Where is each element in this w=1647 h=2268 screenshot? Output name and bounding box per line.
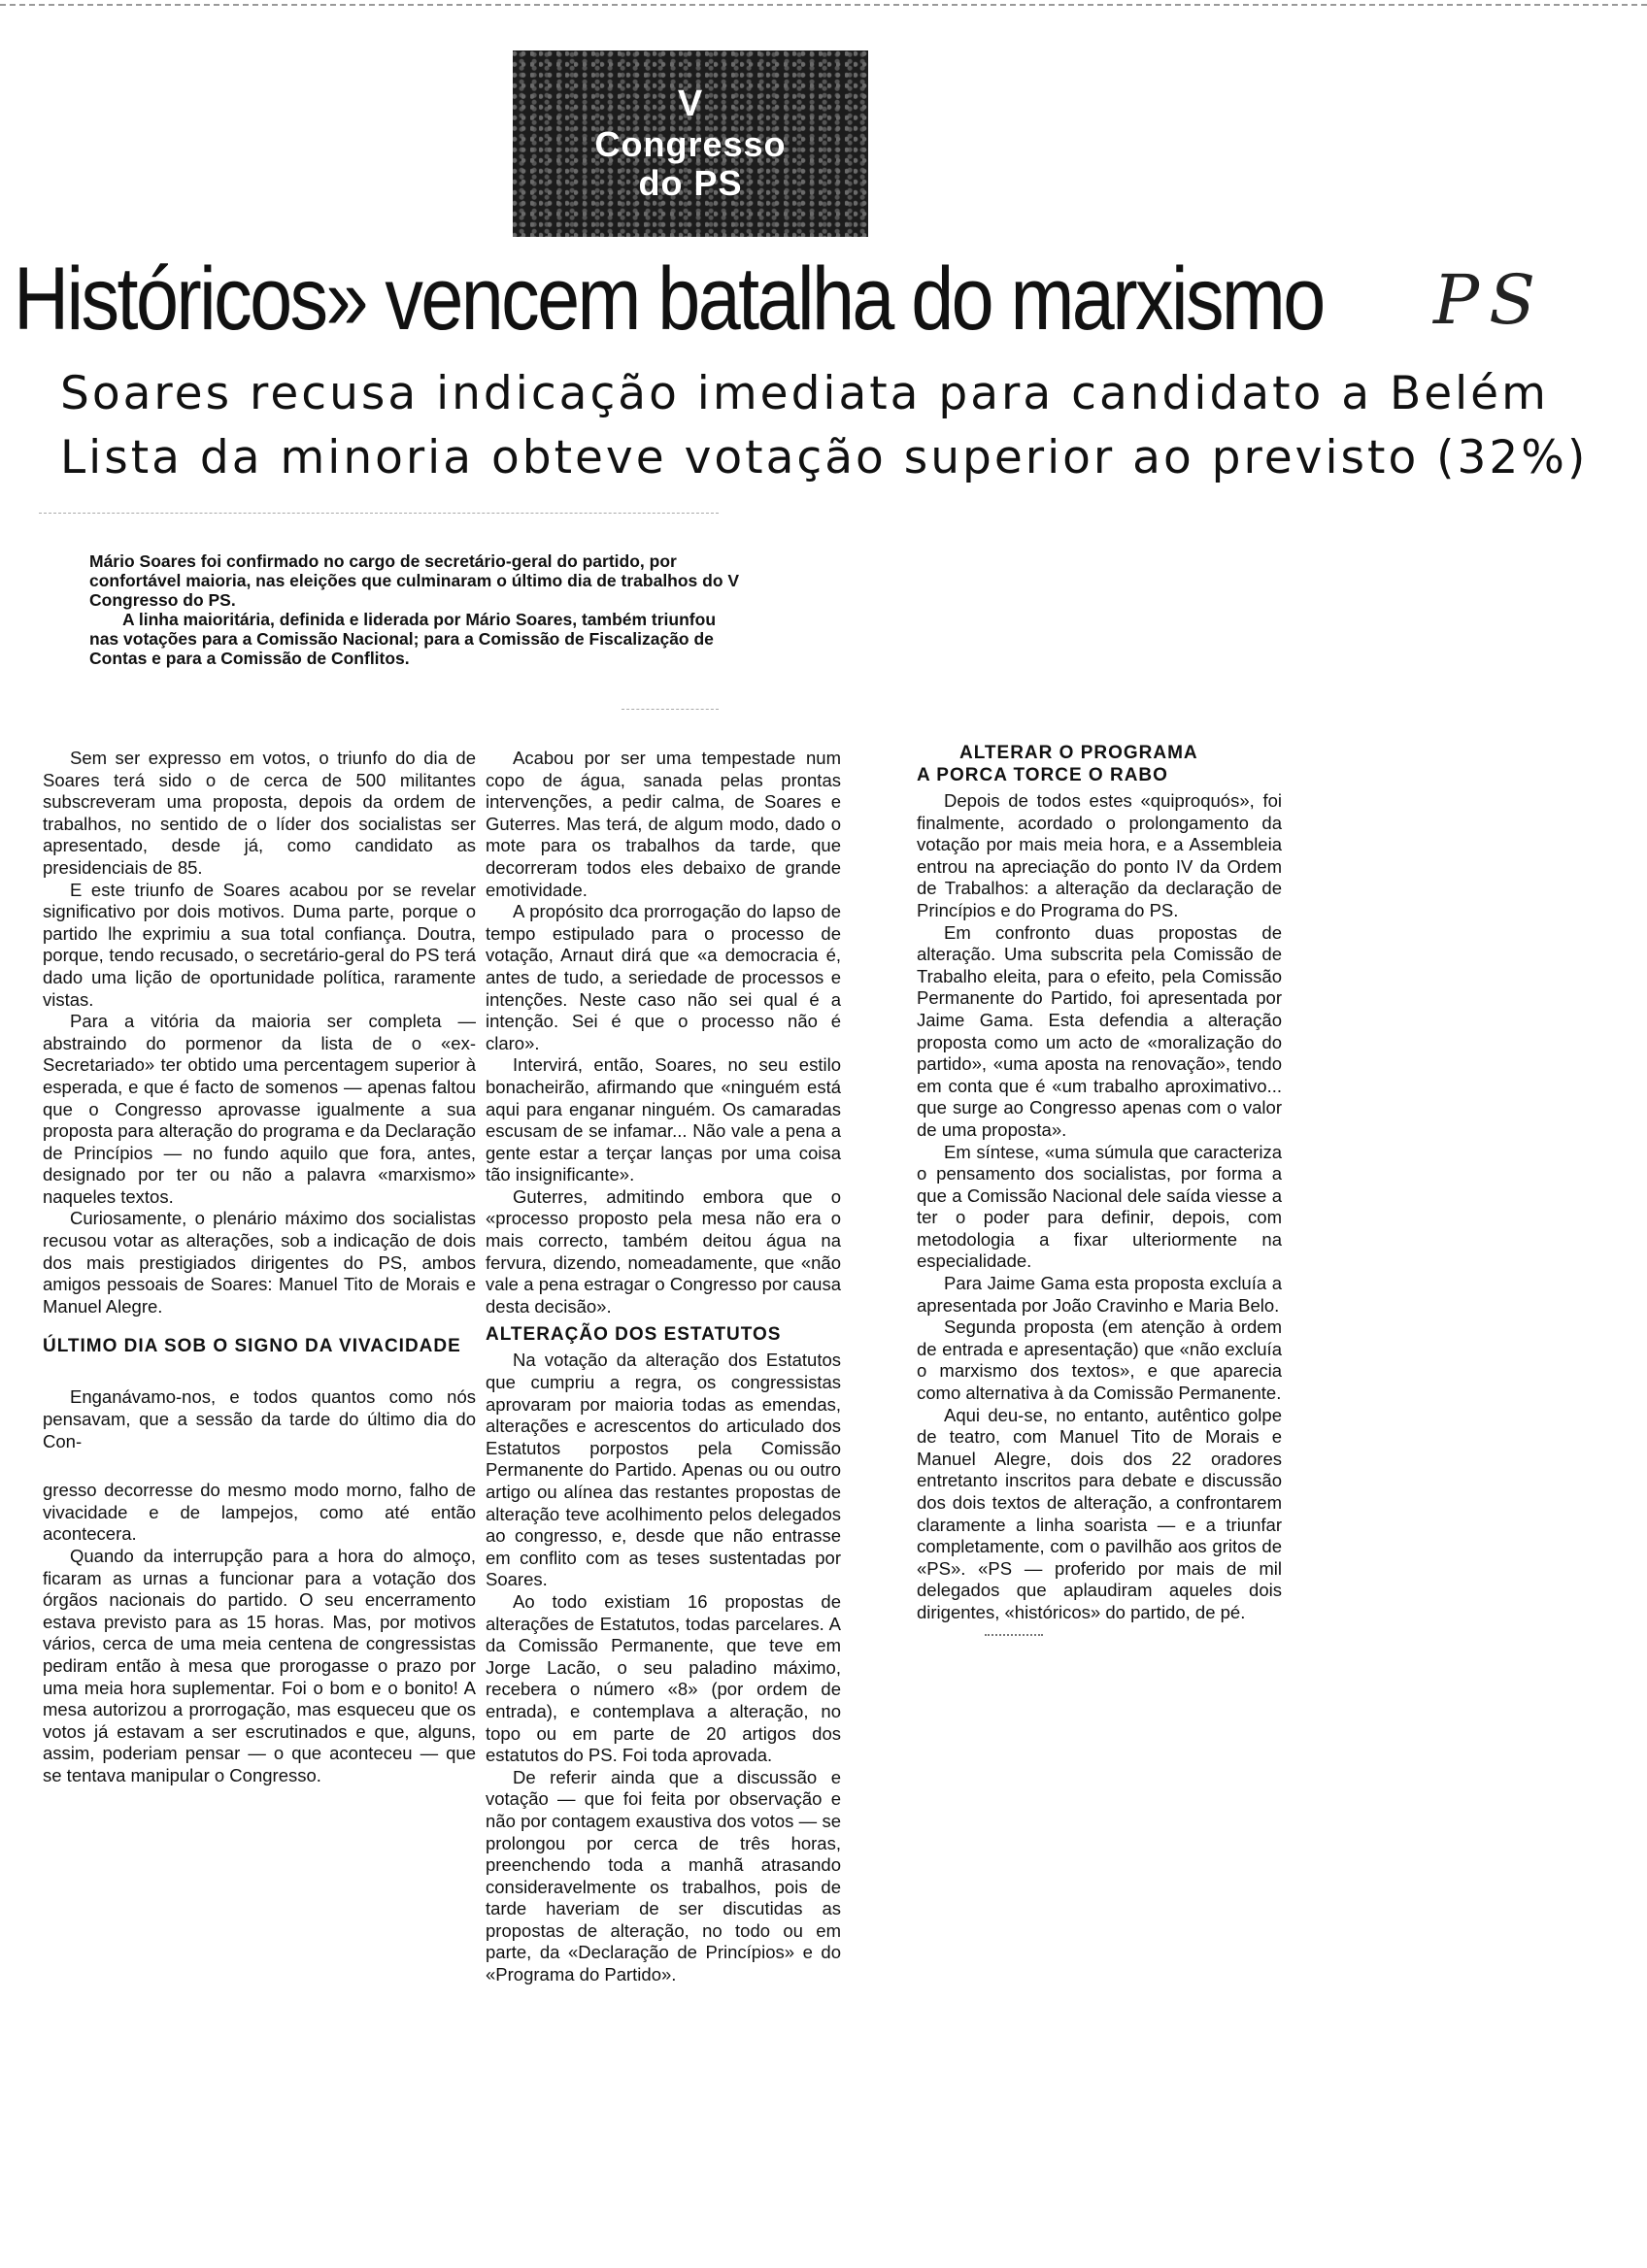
- section-heading: ALTERAÇÃO DOS ESTATUTOS: [486, 1324, 782, 1346]
- paragraph: Ao todo existiam 16 propostas de alterações de Estatutos, todas parcelares. A da Comissão Permanente, que teve em Jorge Lacão, o seu paladino máximo, recebera o número «8» (por ordem de entrada), e contemplava a alteração, no topo ou em parte de 20 artigos dos estatutos do PS. Foi toda aprovada.: [486, 1590, 841, 1766]
- section-heading: ÚLTIMO DIA SOB O SIGNO DA VIVACIDADE: [43, 1336, 461, 1357]
- kicker-line-1: V: [677, 83, 704, 125]
- divider: [622, 709, 719, 710]
- top-border: [0, 4, 1647, 6]
- paragraph: Para a vitória da maioria ser completa — abstraindo do pormenor da lista de o «ex-Secretariado» ter obtido uma percentagem superior à esperada, e que é facto de somenos — apenas faltou que o Congresso aprovasse igualmente a sua proposta para alteração do programa e da Declaração de Princípios — no fundo aquilo que fora, antes, designado por ter ou não a palavra «marxismo» naqueles textos.: [43, 1011, 476, 1207]
- lead-text-2: A linha maioritária, definida e liderada por Mário Soares, também triunfou nas votações para a Comissão Nacional; para a Comissão de Fiscalização de Contas e para a Comissão de Conflitos.: [89, 610, 717, 668]
- paragraph: Acabou por ser uma tempestade num copo de água, sanada pelas prontas intervenções, a pedir calma, de Soares e Guterres. Mas terá, de algum modo, dado o mote para os trabalhos da tarde, que decorreram todos eles debaixo de grande emotividade.: [486, 748, 841, 900]
- paragraph: Depois de todos estes «quiproquós», foi finalmente, acordado o prolongamento da votação por mais meia hora, e a Assembleia entrou na apreciação do ponto IV da Ordem de Trabalhos: a alteração da declaração de Princípios e do Programa do PS.: [917, 790, 1282, 920]
- paragraph: E este triunfo de Soares acabou por se revelar significativo por dois motivos. Duma parte, porque o partido lhe exprimiu a sua total confiança. Doutra, porque, tendo recusado, o secretário-geral do PS terá dado uma lição de oportunidade política, raramente vistas.: [43, 879, 476, 1010]
- kicker-line-2: Congresso: [594, 123, 787, 164]
- paragraph: De referir ainda que a discussão e votação — que foi feita por observação e não por contagem exaustiva dos votos — se prolongou por cerca de três horas, preenchendo toda a manhã atrasando consideravelmente os trabalhos, pois de tarde haveriam de ser discutidas as propostas de alteração, no todo ou em parte, da «Declaração de Princípios» e do «Programa do Partido».: [486, 1766, 841, 1985]
- divider: [39, 513, 719, 514]
- heading-line-2: A PORCA TORCE O RABO: [917, 765, 1168, 785]
- paragraph: A propósito dca prorrogação do lapso de tempo estipulado para o processo de votação, Arnaut dirá que «a democracia é, antes de tudo, a seriedade de processos e intenções. Neste caso não sei qual é a intenção. Sei é que o processo não é claro».: [486, 901, 841, 1053]
- column-gap: [43, 1452, 476, 1480]
- paragraph: Na votação da alteração dos Estatutos que cumpriu a regra, os congressistas aprovaram por maioria todas as emendas, alterações e acrescentos do articulado dos Estatutos porpostos pela Comissão Permanente do Partido. Apenas ou ou outro artigo ou alínea das restantes propostas de alteração teve acolhimento pelos delegados ao congresso, e, desde que não entrasse em conflito com as teses sustentadas por Soares.: [486, 1350, 841, 1590]
- paragraph: Segunda proposta (em atenção à ordem de entrada e apresentação) que «não excluía o marxismo dos textos», e que aparecia como alternativa à da Comissão Permanente.: [917, 1317, 1282, 1404]
- headline: Históricos» vencem batalha do marxismo: [14, 250, 1324, 349]
- article-column-1: [43, 748, 476, 1787]
- paragraph: Enganávamo-nos, e todos quantos como nós pensavam, que a sessão da tarde do último dia do Con-: [43, 1386, 476, 1451]
- heading-line-1: ALTERAR O PROGRAMA: [959, 743, 1198, 763]
- end-mark: [985, 1634, 1043, 1636]
- lead-paragraph: [89, 551, 744, 668]
- paragraph: Quando da interrupção para a hora do almoço, ficaram as urnas a funcionar para a votação dos órgãos nacionais do partido. O seu encerramento estava previsto para as 15 horas. Mas, por motivos vários, cerca de uma meia centena de congressistas pediram então à mesa que prorogasse o prazo por uma meia hora suplementar. Foi o bom e o bonito! A mesa autorizou a prorrogação, mas esqueceu que os votos já estavam a ser escrutinados e que, alguns, assim, poderiam pensar — o que aconteceu — que se tentava manipular o Congresso.: [43, 1546, 476, 1785]
- paragraph: Para Jaime Gama esta proposta excluía a apresentada por João Cravinho e Maria Belo.: [917, 1273, 1282, 1316]
- paragraph: Em confronto duas propostas de alteração. Uma subscrita pela Comissão de Trabalho eleita, para o efeito, pela Comissão Permanente do Partido, foi apresentada por Jaime Gama. Esta defendia a alteração proposta como um acto de «moralização do partido», «uma aposta na renovação», tendo em conta que é «um trabalho aproximativo... que surge ao Congresso apenas com o valor de uma proposta».: [917, 921, 1282, 1140]
- paragraph: Aqui deu-se, no entanto, autêntico golpe de teatro, com Manuel Tito de Morais e Manuel Alegre, dois dos 22 oradores entretanto inscritos para debate e discussão dos dois textos de alteração, a confrontarem claramente a linha soarista — e a triunfar completamente, com o pavilhão aos gritos de «PS». «PS — proferido por mais de mil delegados que aplaudiram aqueles dois dirigentes, «históricos» do partido, de pé.: [917, 1404, 1282, 1622]
- subheadline-1: Soares recusa indicação imediata para candidato a Belém: [60, 367, 1549, 420]
- article-column-3: [917, 742, 1282, 1636]
- article-column-2: [486, 748, 841, 1986]
- paragraph: Guterres, admitindo embora que o «processo proposto pela mesa não era o mais correcto, também deitou água na fervura, dizendo, nomeadamente, que «não vale a pena estragar o Congresso por causa desta decisão».: [486, 1185, 841, 1317]
- paragraph: gresso decorresse do mesmo modo morno, falho de vivacidade e de lampejos, como até então acontecera.: [43, 1480, 476, 1545]
- section-kicker: [513, 50, 868, 237]
- lead-text-1: Mário Soares foi confirmado no cargo de secretário-geral do partido, por confortável maioria, nas eleições que culminaram o último dia de trabalhos do V Congresso do PS.: [89, 551, 740, 610]
- subheadline-2: Lista da minoria obteve votação superior ao previsto (32%): [60, 431, 1589, 484]
- handwritten-note: PS: [1433, 260, 1546, 340]
- paragraph: Intervirá, então, Soares, no seu estilo bonacheirão, afirmando que «ninguém está aqui para enganar ninguém. Os camaradas escusam de se infamar... Não vale a pena a gente estar a terçar lanças por uma coisa tão insignificante».: [486, 1054, 841, 1185]
- paragraph: Curiosamente, o plenário máximo dos socialistas recusou votar as alterações, sob a indicação de dois dos mais prestigiados dirigentes do PS, ambos amigos pessoais de Soares: Manuel Tito de Morais e Manuel Alegre.: [43, 1208, 476, 1317]
- paragraph: Em síntese, «uma súmula que caracteriza o pensamento dos socialistas, por forma a que a Comissão Nacional dele saída viesse a ter o poder para definir, depois, com metodologia a fixar ulteriormente na especialidade.: [917, 1141, 1282, 1272]
- paragraph: Sem ser expresso em votos, o triunfo do dia de Soares terá sido o de cerca de 500 militantes subscreveram uma proposta, depois da ordem de trabalhos, no sentido de o líder dos socialistas ser apresentado, desde já, como candidato as presidenciais de 85.: [43, 748, 476, 878]
- kicker-line-3: do PS: [638, 163, 743, 204]
- section-heading: [917, 742, 1282, 786]
